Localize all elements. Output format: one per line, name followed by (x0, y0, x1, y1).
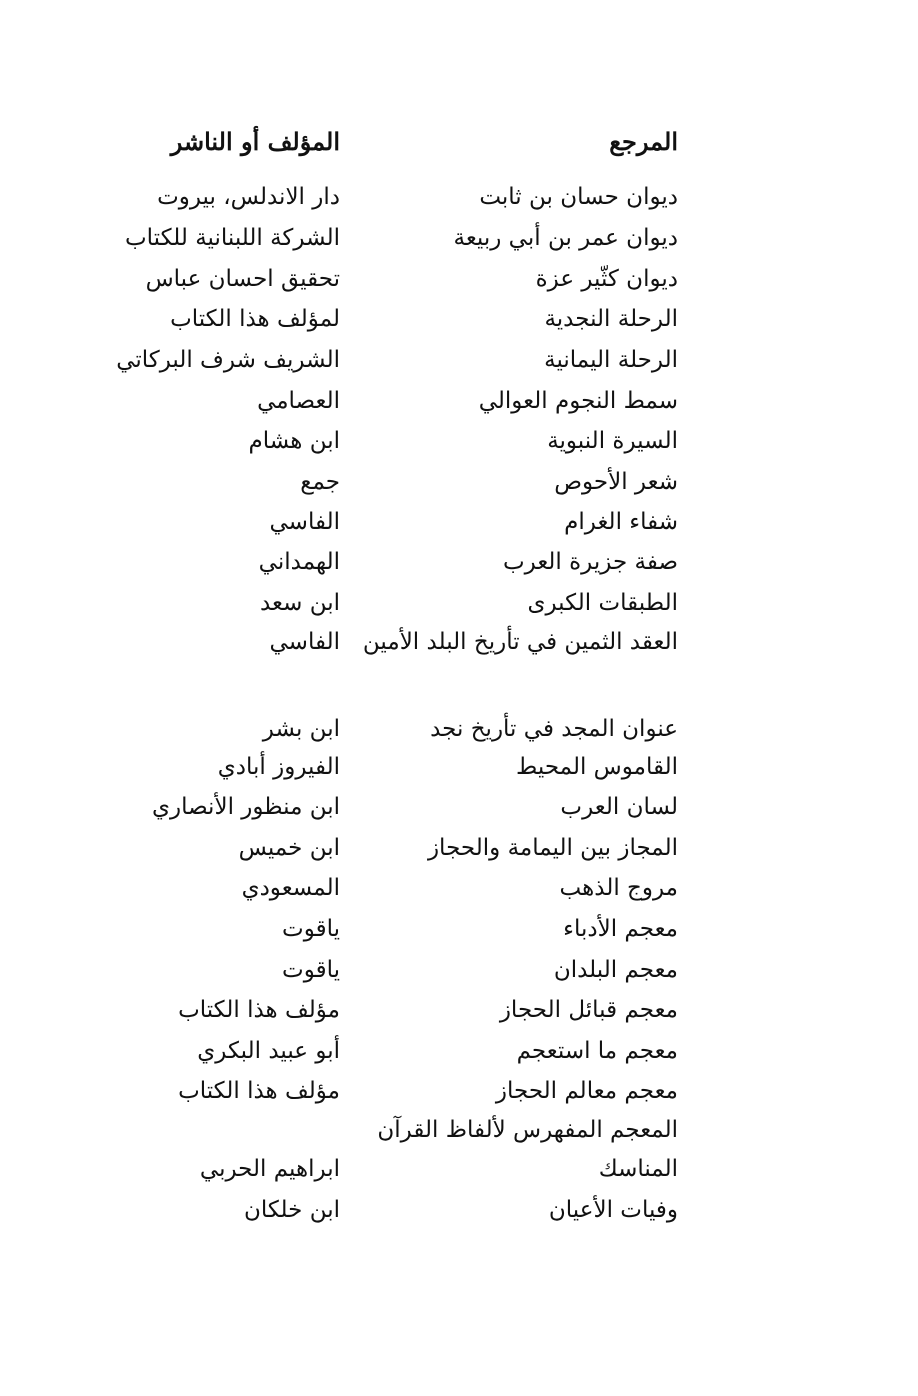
reference-cell: عنوان المجد في تأريخ نجد (430, 716, 678, 742)
table-row (0, 259, 918, 299)
table-row (0, 583, 918, 623)
table-row (0, 868, 918, 908)
reference-cell: القاموس المحيط (516, 754, 678, 780)
reference-cell: لسان العرب (560, 794, 678, 820)
table-row (0, 381, 918, 421)
author-cell: ياقوت (282, 916, 340, 942)
author-cell: ابن سعد (259, 590, 340, 616)
table-row (0, 787, 918, 827)
reference-cell: السيرة النبوية (547, 428, 678, 454)
author-cell: ابن خلكان (243, 1197, 340, 1223)
author-cell: جمع (300, 469, 340, 495)
table-row (0, 1110, 918, 1150)
author-cell: الفاسي (269, 509, 340, 535)
author-cell: ياقوت (282, 957, 340, 983)
table-row (0, 990, 918, 1030)
table-row (0, 909, 918, 949)
table-header (0, 122, 918, 162)
reference-cell: ديوان كثّير عزة (535, 266, 678, 292)
reference-cell: معجم معالم الحجاز (495, 1078, 678, 1104)
table-row (0, 218, 918, 258)
reference-cell: الرحلة اليمانية (544, 347, 678, 373)
reference-cell: الرحلة النجدية (544, 306, 678, 332)
table-row (0, 421, 918, 461)
table-row (0, 709, 918, 749)
author-column-header: المؤلف أو الناشر (170, 127, 340, 156)
table-row (0, 828, 918, 868)
table-row (0, 1031, 918, 1071)
reference-cell: معجم الأدباء (563, 916, 678, 942)
reference-cell: شفاء الغرام (564, 509, 678, 535)
reference-cell: مروج الذهب (559, 875, 678, 901)
reference-cell: معجم قبائل الحجاز (499, 997, 678, 1023)
table-row (0, 542, 918, 582)
reference-column-header: المرجع (609, 127, 678, 156)
table-row (0, 502, 918, 542)
author-cell: الهمداني (258, 549, 340, 575)
table-row (0, 1149, 918, 1189)
table-row (0, 1071, 918, 1111)
reference-cell: المعجم المفهرس لألفاظ القرآن (377, 1117, 678, 1143)
author-cell: مؤلف هذا الكتاب (178, 997, 340, 1023)
author-cell: تحقيق احسان عباس (145, 266, 340, 292)
reference-cell: شعر الأحوص (554, 469, 678, 495)
reference-cell: ديوان حسان بن ثابت (479, 184, 678, 210)
reference-cell: ديوان عمر بن أبي ربيعة (453, 225, 678, 251)
author-cell: الفاسي (269, 629, 340, 655)
author-cell: لمؤلف هذا الكتاب (170, 306, 340, 332)
reference-cell: سمط النجوم العوالي (478, 388, 678, 414)
reference-cell: صفة جزيرة العرب (502, 549, 678, 575)
author-cell: العصامي (257, 388, 340, 414)
table-row (0, 1190, 918, 1230)
reference-cell: الطبقات الكبرى (527, 590, 678, 616)
author-cell: ابن بشر (262, 716, 340, 742)
reference-cell: معجم ما استعجم (516, 1038, 678, 1064)
reference-cell: معجم البلدان (553, 957, 678, 983)
table-row (0, 340, 918, 380)
author-cell: الفيروز أبادي (217, 754, 340, 780)
reference-cell: وفيات الأعيان (548, 1197, 678, 1223)
author-cell: المسعودي (241, 875, 340, 901)
author-cell: ابراهيم الحربي (199, 1156, 340, 1182)
author-cell: أبو عبيد البكري (197, 1038, 340, 1064)
table-row (0, 462, 918, 502)
author-cell: الشريف شرف البركاتي (116, 347, 340, 373)
author-cell: الشركة اللبنانية للكتاب (124, 225, 340, 251)
author-cell: دار الاندلس، بيروت (157, 184, 340, 210)
reference-cell: العقد الثمين في تأريخ البلد الأمين (362, 629, 678, 655)
author-cell: ابن خميس (238, 835, 340, 861)
table-row (0, 299, 918, 339)
table-row (0, 747, 918, 787)
author-cell: ابن هشام (248, 428, 340, 454)
table-row (0, 177, 918, 217)
author-cell: ابن منظور الأنصاري (151, 794, 340, 820)
author-cell: مؤلف هذا الكتاب (178, 1078, 340, 1104)
table-row (0, 622, 918, 662)
reference-cell: المجاز بين اليمامة والحجاز (427, 835, 678, 861)
reference-cell: المناسك (598, 1156, 678, 1182)
table-row (0, 950, 918, 990)
